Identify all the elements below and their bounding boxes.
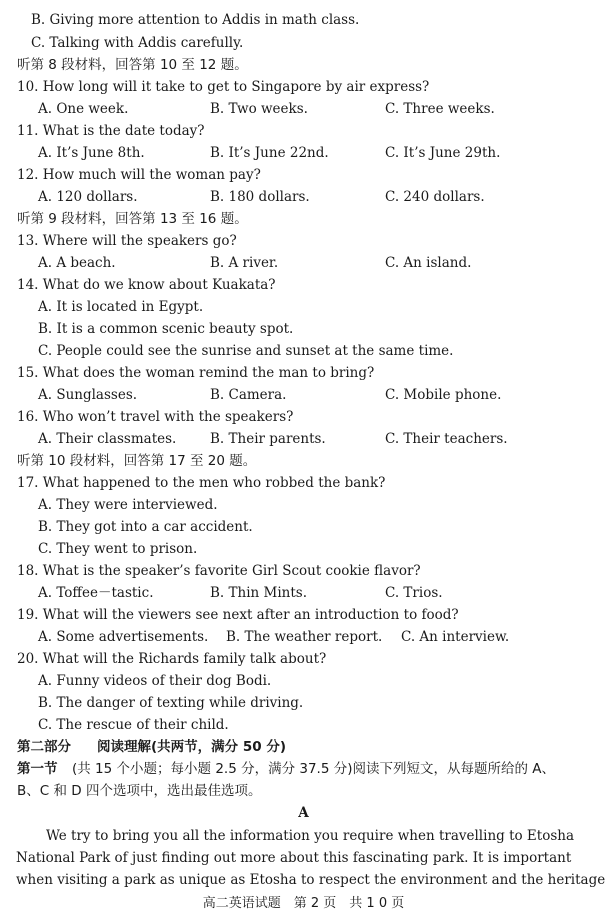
section-1-label: 第一节 xyxy=(17,761,58,777)
option-c: C. An island. xyxy=(385,255,472,271)
passage-line-1: We try to bring you all the information you require when travelling to Etosha xyxy=(46,828,574,844)
question-19-options xyxy=(0,627,607,648)
option-b: B. Their parents. xyxy=(210,431,326,447)
option-b: B. Camera. xyxy=(210,387,287,403)
option-a: A. One week. xyxy=(38,101,129,117)
option-b: B. 180 dollars. xyxy=(210,189,310,205)
option-b: B. Thin Mints. xyxy=(210,585,307,601)
question-10: 10. How long will it take to get to Singapore by air express? xyxy=(17,79,430,95)
question-20-option-b: B. The danger of texting while driving. xyxy=(38,695,304,711)
option-b: B. Two weeks. xyxy=(210,101,308,117)
section-1-instruction-line-1: 第一节 (共 15 个小题；每小题 2.5 分，满分 37.5 分)阅读下列短文，从每题所给的 A、 xyxy=(0,759,607,780)
option-b: B. A river. xyxy=(210,255,279,271)
option-c: C. Their teachers. xyxy=(385,431,508,447)
question-11: 11. What is the date today? xyxy=(17,123,205,139)
question-10-options xyxy=(0,99,607,120)
section-8-instruction: 听第 8 段材料，回答第 10 至 12 题。 xyxy=(17,57,248,73)
question-17-option-c: C. They went to prison. xyxy=(38,541,198,557)
question-13: 13. Where will the speakers go? xyxy=(17,233,237,249)
section-10-instruction: 听第 10 段材料，回答第 17 至 20 题。 xyxy=(17,453,257,469)
question-18: 18. What is the speaker’s favorite Girl Scout cookie flavor? xyxy=(17,563,421,579)
option-c: C. An interview. xyxy=(401,629,510,645)
passage-line-2: National Park of just finding out more about this fascinating park. It is important xyxy=(16,850,572,866)
option-b: B. The weather report. xyxy=(226,629,383,645)
question-16: 16. Who won’t travel with the speakers? xyxy=(17,409,294,425)
option-a: A. It’s June 8th. xyxy=(38,145,145,161)
passage-letter: A xyxy=(298,805,309,821)
option-c: C. Three weeks. xyxy=(385,101,495,117)
section-1-instruction-line-2: B、C 和 D 四个选项中，选出最佳选项。 xyxy=(17,783,262,799)
option-c: C. Mobile phone. xyxy=(385,387,502,403)
option-a: A. Some advertisements. xyxy=(38,629,209,645)
option-b: B. It’s June 22nd. xyxy=(210,145,329,161)
option-a: A. Their classmates. xyxy=(38,431,177,447)
question-15: 15. What does the woman remind the man to bring? xyxy=(17,365,375,381)
question-20-option-c: C. The rescue of their child. xyxy=(38,717,229,733)
question-14-option-c: C. People could see the sunrise and sunset at the same time. xyxy=(38,343,454,359)
question-20: 20. What will the Richards family talk about? xyxy=(17,651,327,667)
question-12: 12. How much will the woman pay? xyxy=(17,167,261,183)
question-16-options xyxy=(0,429,607,450)
option-c: C. It’s June 29th. xyxy=(385,145,501,161)
option-a: A. Toffee－tastic. xyxy=(38,585,154,601)
question-17-option-b: B. They got into a car accident. xyxy=(38,519,253,535)
q9-option-c: C. Talking with Addis carefully. xyxy=(31,35,244,51)
question-17: 17. What happened to the men who robbed the bank? xyxy=(17,475,386,491)
question-11-options xyxy=(0,143,607,164)
question-15-options xyxy=(0,385,607,406)
question-13-options xyxy=(0,253,607,274)
question-18-options xyxy=(0,583,607,604)
question-20-option-a: A. Funny videos of their dog Bodi. xyxy=(38,673,272,689)
question-17-option-a: A. They were interviewed. xyxy=(38,497,218,513)
option-c: C. 240 dollars. xyxy=(385,189,485,205)
question-14-option-a: A. It is located in Egypt. xyxy=(38,299,204,315)
option-c: C. Trios. xyxy=(385,585,443,601)
part-2-title: 阅读理解(共两节，满分 50 分) xyxy=(97,739,287,755)
passage-line-3: when visiting a park as unique as Etosha to respect the environment and the heritage xyxy=(16,872,606,888)
option-a: A. A beach. xyxy=(38,255,116,271)
q9-option-b: B. Giving more attention to Addis in math class. xyxy=(31,12,360,28)
section-9-instruction: 听第 9 段材料，回答第 13 至 16 题。 xyxy=(17,211,248,227)
option-a: A. Sunglasses. xyxy=(38,387,138,403)
question-14: 14. What do we know about Kuakata? xyxy=(17,277,276,293)
question-14-option-b: B. It is a common scenic beauty spot. xyxy=(38,321,294,337)
question-19: 19. What will the viewers see next after an introduction to food? xyxy=(17,607,459,623)
question-12-options xyxy=(0,187,607,208)
part-2-label: 第二部分 xyxy=(17,739,71,755)
option-a: A. 120 dollars. xyxy=(38,189,138,205)
page-footer: 高二英语试题 第 2 页 共 1 0 页 xyxy=(202,896,405,911)
part-2-heading xyxy=(0,737,607,758)
